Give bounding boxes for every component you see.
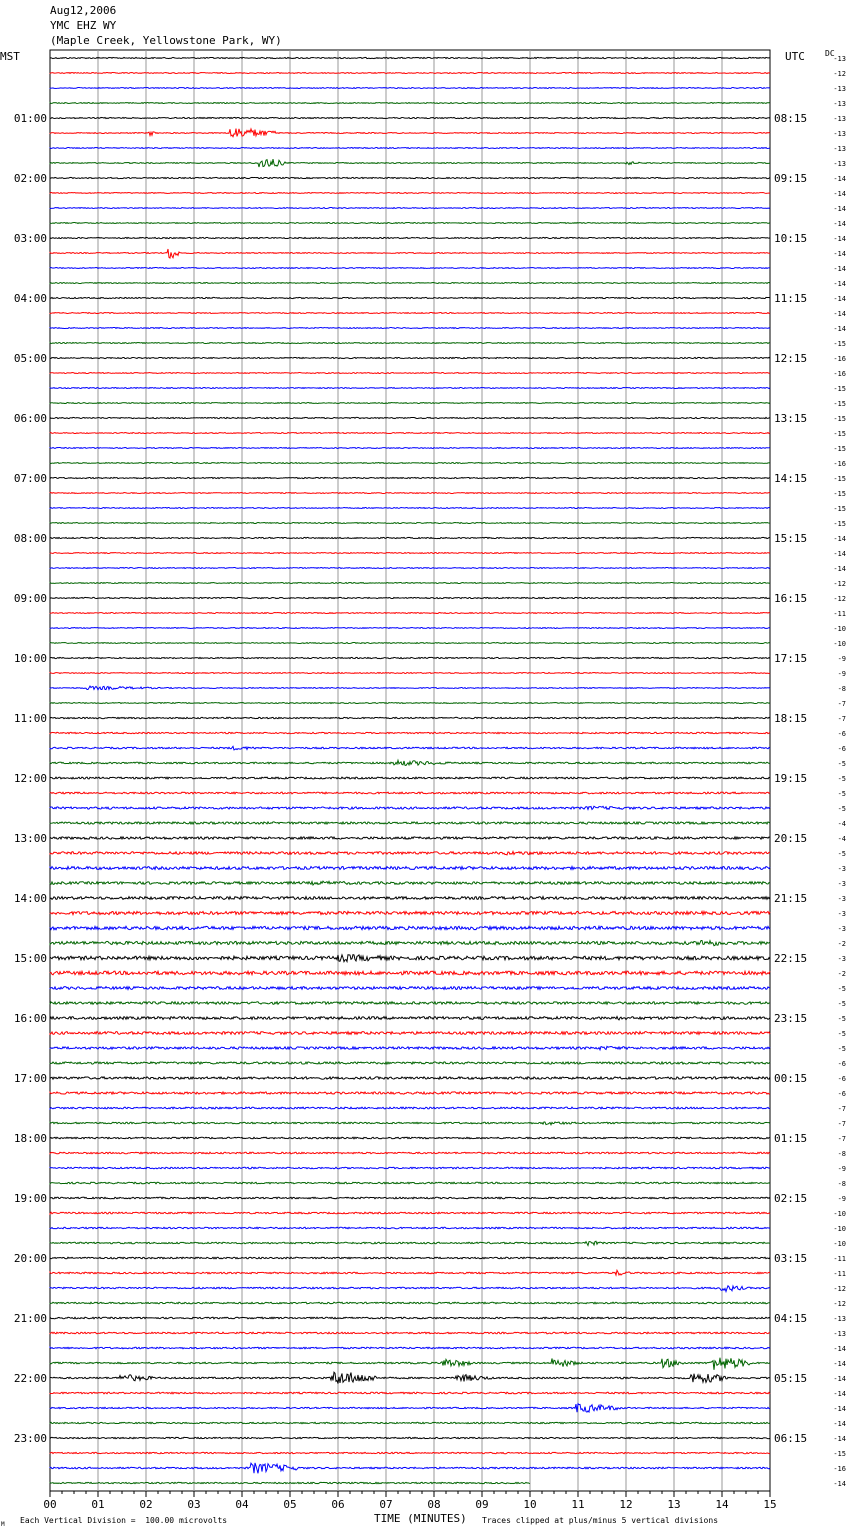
right-hour-label: 15:15 <box>774 532 808 545</box>
dc-offset-label: -14 <box>833 535 846 543</box>
dc-offset-label: -13 <box>833 160 846 168</box>
left-hour-label: 21:00 <box>13 1312 47 1325</box>
x-tick-label: 11 <box>571 1498 585 1511</box>
seismic-trace <box>50 792 770 794</box>
seismic-trace <box>50 837 770 839</box>
left-hour-label: 14:00 <box>13 892 47 905</box>
dc-offset-label: -15 <box>833 445 846 453</box>
seismic-trace <box>50 523 770 524</box>
dc-offset-label: -7 <box>837 715 846 723</box>
dc-offset-label: -7 <box>837 1120 846 1128</box>
seismic-trace <box>50 643 770 644</box>
right-hour-label: 06:15 <box>774 1432 808 1445</box>
station-code: YMC EHZ WY <box>50 19 117 32</box>
seismic-trace <box>50 1302 770 1304</box>
seismic-trace <box>50 1332 770 1334</box>
dc-offset-label: -12 <box>833 1300 846 1308</box>
dc-offset-label: -5 <box>837 775 846 783</box>
dc-offset-label: -13 <box>833 115 846 123</box>
left-hour-label: 08:00 <box>13 532 47 545</box>
seismic-trace <box>50 1270 770 1275</box>
dc-offset-label: -3 <box>837 880 846 888</box>
dc-offset-label: -3 <box>837 955 846 963</box>
right-hour-label: 12:15 <box>774 352 808 365</box>
seismic-trace <box>50 417 770 418</box>
dc-offset-label: -12 <box>833 595 846 603</box>
left-hour-label: 07:00 <box>13 472 47 485</box>
dc-offset-label: -14 <box>833 235 846 243</box>
seismic-trace <box>50 448 770 449</box>
right-hour-label: 22:15 <box>774 952 808 965</box>
left-hour-label: 17:00 <box>13 1072 47 1085</box>
seismic-trace <box>50 1092 770 1094</box>
seismic-trace <box>50 103 770 104</box>
seismic-trace <box>50 159 770 167</box>
dc-offset-label: -14 <box>833 220 846 228</box>
dc-offset-label: -15 <box>833 475 846 483</box>
dc-offset-label: -10 <box>833 625 846 633</box>
dc-offset-label: -6 <box>837 1090 846 1098</box>
seismic-trace <box>50 1167 770 1169</box>
dc-offset-label: -14 <box>833 550 846 558</box>
seismic-trace <box>50 297 770 298</box>
right-hour-label: 14:15 <box>774 472 808 485</box>
right-hour-label: 19:15 <box>774 772 808 785</box>
x-tick-label: 01 <box>91 1498 105 1511</box>
x-tick-label: 03 <box>187 1498 201 1511</box>
seismic-trace <box>50 129 770 137</box>
seismic-trace <box>50 867 770 870</box>
dc-offset-label: -14 <box>833 1390 846 1398</box>
seismic-trace <box>50 1227 770 1229</box>
station-location: (Maple Creek, Yellowstone Park, WY) <box>50 34 282 47</box>
left-hour-label: 06:00 <box>13 412 47 425</box>
seismic-trace <box>50 177 770 178</box>
left-hour-label: 20:00 <box>13 1252 47 1265</box>
seismic-trace <box>50 493 770 494</box>
seismic-trace <box>50 568 770 569</box>
left-hour-label: 11:00 <box>13 712 47 725</box>
seismic-trace <box>50 223 770 224</box>
dc-offset-label: -3 <box>837 910 846 918</box>
left-hour-label: 18:00 <box>13 1132 47 1145</box>
seismic-trace <box>50 686 770 690</box>
seismic-trace <box>50 971 770 975</box>
left-hour-label: 13:00 <box>13 832 47 845</box>
dc-offset-label: -6 <box>837 1060 846 1068</box>
x-tick-label: 10 <box>523 1498 537 1511</box>
x-tick-label: 08 <box>427 1498 441 1511</box>
seismic-trace <box>50 1002 770 1005</box>
dc-offset-label: -11 <box>833 1270 846 1278</box>
right-timezone-label: UTC <box>785 50 805 63</box>
x-tick-label: 09 <box>475 1498 489 1511</box>
left-hour-label: 05:00 <box>13 352 47 365</box>
dc-offset-label: -2 <box>837 940 846 948</box>
seismic-trace <box>50 1257 770 1259</box>
seismic-trace <box>50 1358 770 1370</box>
seismic-trace <box>50 955 770 962</box>
seismic-trace <box>50 1212 770 1214</box>
seismic-trace <box>50 1062 770 1064</box>
corner-mark: M <box>1 1521 5 1528</box>
seismic-trace <box>50 746 770 750</box>
dc-offset-label: -10 <box>833 1210 846 1218</box>
dc-offset-label: -11 <box>833 1255 846 1263</box>
seismic-trace <box>50 1463 770 1473</box>
seismic-trace <box>50 613 770 614</box>
dc-offset-label: -15 <box>833 1450 846 1458</box>
dc-offset-label: -3 <box>837 895 846 903</box>
dc-offset-label: -13 <box>833 1330 846 1338</box>
dc-offset-label: -14 <box>833 565 846 573</box>
seismic-trace <box>50 148 770 149</box>
dc-offset-label: -6 <box>837 730 846 738</box>
seismic-trace <box>50 760 770 765</box>
left-hour-label: 22:00 <box>13 1372 47 1385</box>
dc-offset-label: -14 <box>833 205 846 213</box>
x-tick-label: 02 <box>139 1498 153 1511</box>
dc-offset-label: -15 <box>833 520 846 528</box>
seismic-trace <box>50 1077 770 1079</box>
right-hour-label: 21:15 <box>774 892 808 905</box>
chart-date: Aug12,2006 <box>50 4 117 17</box>
dc-offset-label: -16 <box>833 460 846 468</box>
right-hour-label: 09:15 <box>774 172 808 185</box>
right-hour-label: 20:15 <box>774 832 808 845</box>
dc-offset-label: -15 <box>833 400 846 408</box>
dc-offset-label: -16 <box>833 355 846 363</box>
x-axis-title: TIME (MINUTES) <box>374 1512 467 1525</box>
dc-offset-label: -10 <box>833 1240 846 1248</box>
right-hour-label: 01:15 <box>774 1132 808 1145</box>
dc-offset-label: -3 <box>837 865 846 873</box>
seismic-trace <box>50 911 770 914</box>
dc-offset-label: -14 <box>833 310 846 318</box>
dc-offset-label: -5 <box>837 850 846 858</box>
seismic-trace <box>50 388 770 389</box>
seismic-trace <box>50 657 770 658</box>
seismic-trace <box>50 703 770 704</box>
seismic-trace <box>50 463 770 464</box>
left-hour-label: 01:00 <box>13 112 47 125</box>
left-hour-label: 02:00 <box>13 172 47 185</box>
seismic-trace <box>50 717 770 718</box>
dc-offset-label: -5 <box>837 790 846 798</box>
right-hour-label: 16:15 <box>774 592 808 605</box>
left-timezone-label: MST <box>0 50 20 63</box>
x-tick-label: 07 <box>379 1498 393 1511</box>
dc-offset-label: -8 <box>837 1180 846 1188</box>
x-tick-label: 15 <box>763 1498 777 1511</box>
x-tick-label: 04 <box>235 1498 249 1511</box>
dc-offset-label: -14 <box>833 190 846 198</box>
seismic-trace <box>50 583 770 584</box>
seismic-trace <box>50 628 770 629</box>
left-hour-label: 03:00 <box>13 232 47 245</box>
seismic-trace <box>50 193 770 194</box>
seismic-trace <box>50 1372 770 1383</box>
dc-offset-label: -14 <box>833 250 846 258</box>
x-tick-label: 05 <box>283 1498 297 1511</box>
plot-frame <box>50 50 770 1491</box>
right-hour-label: 03:15 <box>774 1252 808 1265</box>
left-hour-label: 15:00 <box>13 952 47 965</box>
dc-offset-label: -7 <box>837 1135 846 1143</box>
dc-offset-label: -8 <box>837 685 846 693</box>
right-hour-label: 00:15 <box>774 1072 808 1085</box>
seismic-trace <box>50 477 770 478</box>
dc-offset-label: -5 <box>837 1030 846 1038</box>
right-hour-label: 10:15 <box>774 232 808 245</box>
left-hour-label: 04:00 <box>13 292 47 305</box>
right-hour-label: 23:15 <box>774 1012 808 1025</box>
dc-offset-label: -13 <box>833 55 846 63</box>
left-hour-label: 19:00 <box>13 1192 47 1205</box>
dc-offset-label: -16 <box>833 1465 846 1473</box>
right-hour-label: 08:15 <box>774 112 808 125</box>
seismic-trace <box>50 88 770 89</box>
right-hour-label: 05:15 <box>774 1372 808 1385</box>
seismic-trace <box>50 328 770 329</box>
left-hour-label: 16:00 <box>13 1012 47 1025</box>
seismic-trace <box>50 57 770 58</box>
dc-offset-label: -15 <box>833 385 846 393</box>
seismic-trace <box>50 881 770 885</box>
seismic-trace <box>50 357 770 358</box>
left-hour-label: 12:00 <box>13 772 47 785</box>
seismic-trace <box>50 268 770 269</box>
dc-offset-label: -14 <box>833 280 846 288</box>
dc-offset-label: -5 <box>837 1015 846 1023</box>
seismic-trace <box>50 806 770 809</box>
seismic-trace <box>50 313 770 314</box>
dc-offset-label: -14 <box>833 175 846 183</box>
dc-offset-label: -13 <box>833 145 846 153</box>
dc-offset-label: -3 <box>837 925 846 933</box>
left-hour-label: 09:00 <box>13 592 47 605</box>
seismic-trace <box>50 208 770 209</box>
seismic-trace <box>50 926 770 929</box>
seismic-trace <box>50 1404 770 1413</box>
seismic-trace <box>50 1152 770 1154</box>
x-tick-label: 13 <box>667 1498 681 1511</box>
dc-offset-label: -14 <box>833 1480 846 1488</box>
seismic-trace <box>50 433 770 434</box>
seismic-trace <box>50 597 770 598</box>
dc-offset-label: -14 <box>833 295 846 303</box>
seismic-trace <box>50 553 770 554</box>
dc-offset-label: -14 <box>833 1435 846 1443</box>
dc-offset-label: -14 <box>833 1405 846 1413</box>
dc-offset-label: -5 <box>837 1045 846 1053</box>
dc-label: DC <box>825 49 835 58</box>
seismic-trace <box>50 897 770 900</box>
seismic-trace <box>50 1286 770 1292</box>
seismic-trace <box>50 508 770 509</box>
dc-offset-label: -5 <box>837 985 846 993</box>
dc-offset-label: -14 <box>833 1375 846 1383</box>
dc-offset-label: -14 <box>833 1345 846 1353</box>
seismic-trace <box>50 343 770 344</box>
dc-offset-label: -10 <box>833 640 846 648</box>
right-hour-label: 11:15 <box>774 292 808 305</box>
seismic-trace <box>50 403 770 404</box>
seismic-trace <box>50 851 770 854</box>
x-tick-label: 06 <box>331 1498 345 1511</box>
dc-offset-label: -12 <box>833 580 846 588</box>
right-hour-label: 02:15 <box>774 1192 808 1205</box>
seismic-trace <box>50 673 770 674</box>
dc-offset-label: -4 <box>837 820 846 828</box>
dc-offset-label: -15 <box>833 340 846 348</box>
seismic-trace <box>50 732 770 733</box>
dc-offset-label: -13 <box>833 1315 846 1323</box>
dc-offset-label: -13 <box>833 85 846 93</box>
seismic-trace <box>50 822 770 824</box>
dc-offset-label: -10 <box>833 1225 846 1233</box>
dc-offset-label: -13 <box>833 100 846 108</box>
dc-offset-label: -15 <box>833 430 846 438</box>
seismic-trace <box>50 1422 770 1423</box>
x-tick-label: 14 <box>715 1498 729 1511</box>
seismic-trace <box>50 1241 770 1245</box>
dc-offset-label: -15 <box>833 490 846 498</box>
seismic-trace <box>50 777 770 779</box>
dc-offset-label: -7 <box>837 700 846 708</box>
seismic-trace <box>50 537 770 538</box>
seismic-trace <box>50 1347 770 1349</box>
seismic-trace <box>50 1122 770 1125</box>
dc-offset-label: -9 <box>837 655 846 663</box>
dc-offset-label: -6 <box>837 1075 846 1083</box>
dc-offset-label: -14 <box>833 1360 846 1368</box>
seismic-trace <box>50 1437 770 1438</box>
seismic-trace <box>50 1317 770 1319</box>
seismic-trace <box>50 283 770 284</box>
dc-offset-label: -5 <box>837 1000 846 1008</box>
seismic-trace <box>50 117 770 118</box>
seismic-trace <box>50 987 770 990</box>
seismic-trace <box>50 1107 770 1109</box>
dc-offset-label: -13 <box>833 130 846 138</box>
scale-note: Each Vertical Division = 100.00 microvolts <box>20 1516 228 1525</box>
dc-offset-label: -9 <box>837 670 846 678</box>
dc-offset-label: -14 <box>833 265 846 273</box>
seismic-trace <box>50 373 770 374</box>
seismic-trace <box>50 1452 770 1453</box>
dc-offset-label: -9 <box>837 1165 846 1173</box>
seismic-trace <box>50 249 770 258</box>
right-hour-label: 04:15 <box>774 1312 808 1325</box>
right-hour-label: 17:15 <box>774 652 808 665</box>
dc-offset-label: -12 <box>833 70 846 78</box>
right-hour-label: 18:15 <box>774 712 808 725</box>
dc-offset-label: -8 <box>837 1150 846 1158</box>
right-hour-label: 13:15 <box>774 412 808 425</box>
dc-offset-label: -5 <box>837 760 846 768</box>
dc-offset-label: -15 <box>833 505 846 513</box>
left-hour-label: 23:00 <box>13 1432 47 1445</box>
dc-offset-label: -4 <box>837 835 846 843</box>
seismic-trace <box>50 1017 770 1020</box>
x-tick-label: 12 <box>619 1498 633 1511</box>
seismic-trace <box>50 237 770 238</box>
dc-offset-label: -15 <box>833 415 846 423</box>
dc-offset-label: -11 <box>833 610 846 618</box>
seismic-trace <box>50 940 770 945</box>
seismic-trace <box>50 1046 770 1049</box>
seismic-trace <box>50 1137 770 1139</box>
seismic-trace <box>50 1182 770 1184</box>
dc-offset-label: -6 <box>837 745 846 753</box>
dc-offset-label: -14 <box>833 325 846 333</box>
left-hour-label: 10:00 <box>13 652 47 665</box>
clip-note: Traces clipped at plus/minus 5 vertical divisions <box>482 1516 719 1525</box>
x-tick-label: 00 <box>43 1498 57 1511</box>
seismic-trace <box>50 1197 770 1199</box>
dc-offset-label: -12 <box>833 1285 846 1293</box>
dc-offset-label: -9 <box>837 1195 846 1203</box>
dc-offset-label: -16 <box>833 370 846 378</box>
seismic-trace <box>50 73 770 74</box>
dc-offset-label: -2 <box>837 970 846 978</box>
dc-offset-label: -7 <box>837 1105 846 1113</box>
seismic-trace <box>50 1392 770 1394</box>
dc-offset-label: -5 <box>837 805 846 813</box>
dc-offset-label: -14 <box>833 1420 846 1428</box>
seismic-trace <box>50 1032 770 1035</box>
